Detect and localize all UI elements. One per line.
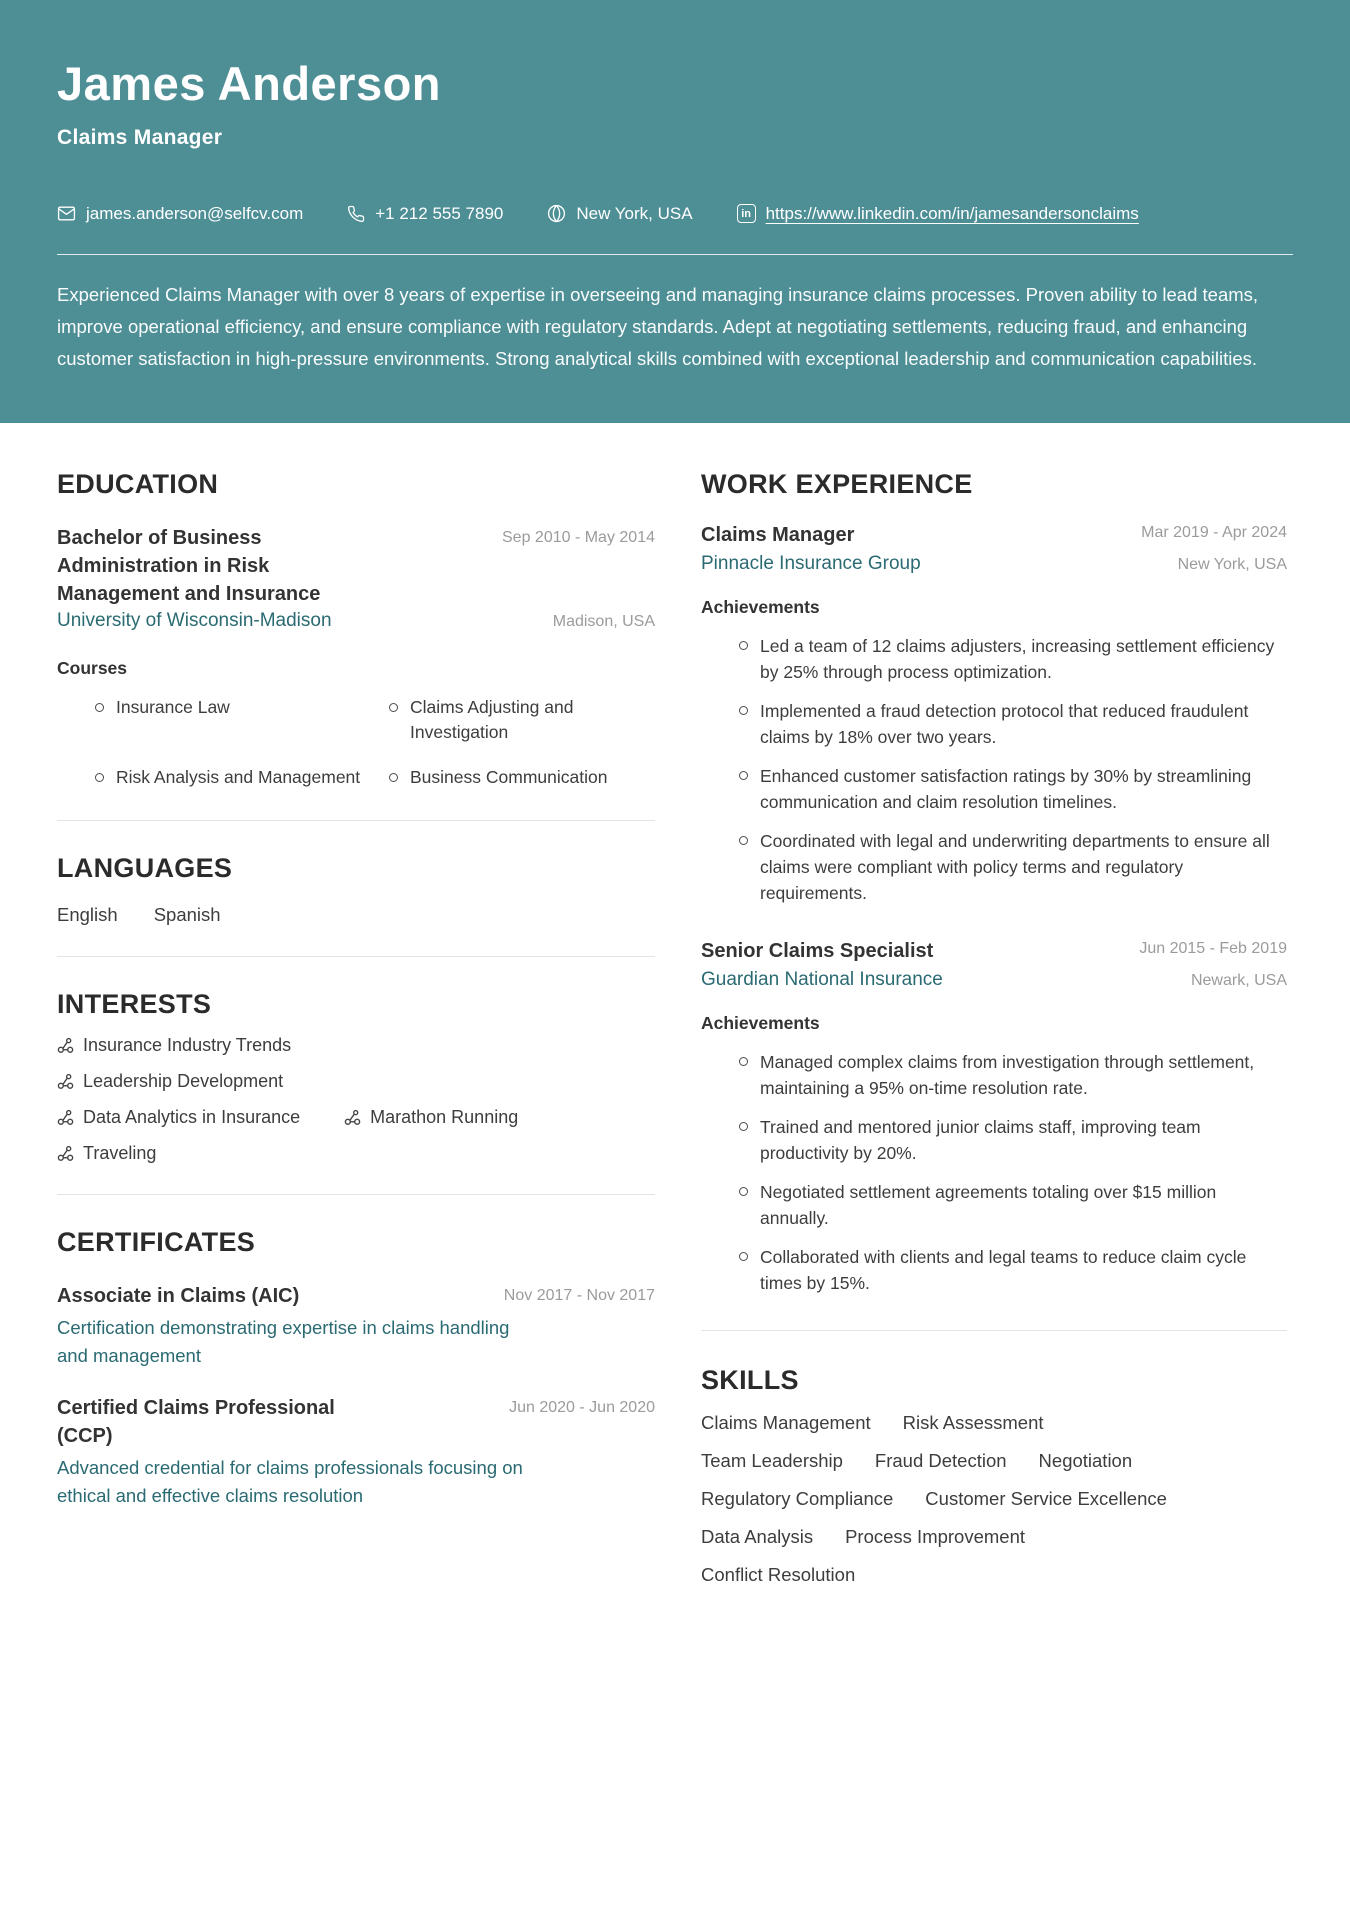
person-name: James Anderson (57, 57, 442, 110)
certificate-title: Associate in Claims (AIC) (57, 1284, 300, 1307)
achievements-list (701, 1049, 1287, 1296)
person-headline: Claims Manager (57, 125, 223, 149)
education-entry (57, 524, 655, 632)
share-nodes-icon (57, 1073, 74, 1090)
certificates-heading: CERTIFICATES (57, 1226, 256, 1257)
job-title: Senior Claims Specialist (701, 939, 934, 962)
header-divider (57, 254, 1293, 255)
phone-text: +1 212 555 7890 (375, 203, 504, 223)
contact-location (547, 204, 692, 224)
achievement-item: Managed complex claims from investigation through settlement, maintaining a 95% on-time resolution rate. (737, 1049, 1287, 1101)
work-heading: WORK EXPERIENCE (701, 468, 973, 499)
achievement-item: Negotiated settlement agreements totaling over $15 million annually. (737, 1179, 1287, 1231)
achievements-label: Achievements (701, 596, 820, 617)
interests-list (57, 1035, 655, 1164)
share-nodes-icon (57, 1109, 74, 1126)
job-company: Pinnacle Insurance Group (701, 552, 921, 574)
skills-list (701, 1412, 1287, 1586)
contact-linkedin (737, 204, 1139, 224)
contact-phone (347, 204, 503, 224)
job-entry (701, 940, 1287, 1296)
right-column (701, 469, 1287, 1586)
job-entry (701, 524, 1287, 906)
interest-item: Marathon Running (344, 1107, 518, 1128)
job-dates: Jun 2015 - Feb 2019 (1139, 939, 1287, 957)
header (0, 0, 1350, 423)
certificate-description: Certification demonstrating expertise in claims handling and management (57, 1316, 510, 1366)
section-divider (57, 820, 655, 821)
left-column (57, 469, 655, 1586)
skills-heading: SKILLS (701, 1364, 799, 1395)
contact-row (57, 204, 1293, 224)
interest-item: Insurance Industry Trends (57, 1035, 291, 1056)
skill-item: Team Leadership (701, 1449, 843, 1471)
contact-email (57, 204, 303, 224)
certificate-description: Advanced credential for claims professionals focusing on ethical and effective claims resolution (57, 1456, 523, 1506)
language-item: Spanish (153, 903, 221, 925)
interest-item: Leadership Development (57, 1071, 283, 1092)
achievement-item: Enhanced customer satisfaction ratings by 30% by streamlining communication and claim resolution timelines. (737, 763, 1287, 815)
skill-item: Fraud Detection (874, 1449, 1007, 1471)
course-item: Business Communication (387, 765, 655, 790)
course-item: Risk Analysis and Management (93, 765, 361, 790)
achievement-item: Collaborated with clients and legal teams to reduce claim cycle times by 15%. (737, 1244, 1287, 1296)
section-divider (57, 956, 655, 957)
skill-item: Conflict Resolution (701, 1563, 856, 1585)
interest-item: Traveling (57, 1143, 156, 1164)
share-nodes-icon (57, 1145, 74, 1162)
achievement-item: Led a team of 12 claims adjusters, increasing settlement efficiency by 25% through process optimization. (737, 633, 1287, 685)
course-item: Claims Adjusting and Investigation (387, 695, 655, 745)
location-text: New York, USA (576, 203, 693, 223)
certificates-list (57, 1282, 655, 1510)
education-location: Madison, USA (552, 612, 655, 630)
share-nodes-icon (344, 1109, 361, 1126)
certificate-item (57, 1282, 655, 1370)
share-nodes-icon (57, 1037, 74, 1054)
globe-icon (547, 204, 566, 223)
course-item: Insurance Law (93, 695, 361, 745)
skill-item: Claims Management (701, 1411, 871, 1433)
section-divider (57, 1194, 655, 1195)
phone-icon (347, 205, 365, 223)
skill-item: Data Analysis (701, 1525, 814, 1547)
courses-label: Courses (57, 657, 128, 678)
skill-item: Negotiation (1038, 1449, 1133, 1471)
degree-title: Bachelor of Business Administration in Risk Management and Insurance (57, 526, 321, 605)
skill-item: Risk Assessment (902, 1411, 1044, 1433)
certificate-dates: Jun 2020 - Jun 2020 (509, 1398, 655, 1416)
languages-list (57, 904, 655, 926)
job-company: Guardian National Insurance (701, 968, 943, 990)
job-location: Newark, USA (1190, 971, 1287, 989)
job-location: New York, USA (1177, 555, 1287, 573)
certificate-title: Certified Claims Professional (CCP) (57, 1396, 335, 1447)
job-dates: Mar 2019 - Apr 2024 (1141, 523, 1287, 541)
skill-item: Customer Service Excellence (925, 1487, 1167, 1509)
education-school: University of Wisconsin-Madison (57, 609, 332, 631)
achievements-label: Achievements (701, 1012, 820, 1033)
skill-item: Regulatory Compliance (701, 1487, 894, 1509)
summary-text: Experienced Claims Manager with over 8 years of expertise in overseeing and managing insurance claims processes. Proven ability to lead teams, improve operational efficiency, and ensure compliance with regulatory standards. Adept at negotiating settlements, reducing fraud, and enhancing customer satisfaction in high-pressure environments. Strong analytical skills combined with exceptional leadership and communication capabilities. (57, 283, 1259, 369)
certificate-dates: Nov 2017 - Nov 2017 (503, 1286, 655, 1304)
achievement-item: Implemented a fraud detection protocol that reduced fraudulent claims by 18% over two years. (737, 698, 1287, 750)
language-item: English (57, 903, 118, 925)
section-divider (701, 1330, 1287, 1331)
education-dates: Sep 2010 - May 2014 (502, 528, 655, 546)
languages-heading: LANGUAGES (57, 852, 233, 883)
linkedin-icon: in (737, 204, 756, 223)
email-text: james.anderson@selfcv.com (86, 203, 304, 223)
resume-body (0, 423, 1350, 1586)
certificate-item (57, 1394, 655, 1510)
interest-item: Data Analytics in Insurance (57, 1107, 300, 1128)
envelope-icon (57, 204, 76, 223)
courses-list (57, 695, 655, 790)
linkedin-link[interactable]: https://www.linkedin.com/in/jamesandersonclaims (765, 203, 1139, 223)
achievements-list (701, 633, 1287, 906)
interests-heading: INTERESTS (57, 988, 212, 1019)
achievement-item: Coordinated with legal and underwriting departments to ensure all claims were compliant with policy terms and regulatory requirements. (737, 828, 1287, 906)
achievement-item: Trained and mentored junior claims staff, improving team productivity by 20%. (737, 1114, 1287, 1166)
skill-item: Process Improvement (845, 1525, 1026, 1547)
job-title: Claims Manager (701, 523, 855, 546)
education-heading: EDUCATION (57, 468, 219, 499)
